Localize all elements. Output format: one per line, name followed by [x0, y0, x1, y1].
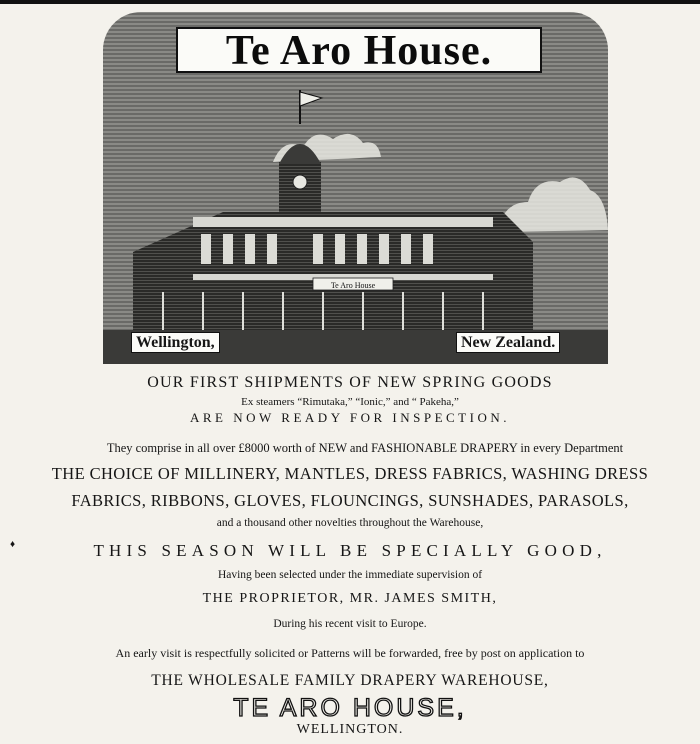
margin-bullet: ♦ [10, 539, 16, 550]
patterns-line: An early visit is respectfully solicited or Patterns will be forwarded, free by post on application to [115, 646, 585, 660]
wellington-footer: WELLINGTON. [296, 722, 404, 737]
supervision-line: Having been selected under the immediate supervision of [217, 569, 483, 581]
upper-cornice [193, 217, 493, 227]
steamers-line: Ex steamers “Rimutaka,” “Ionic,” and “ Pakeha,” [241, 396, 459, 408]
drapery-worth-line: They comprise in all over £8000 worth of NEW and FASHIONABLE DRAPERY in every Department [106, 441, 624, 455]
spring-goods-heading: OUR FIRST SHIPMENTS OF NEW SPRING GOODS [147, 374, 553, 391]
top-rule [0, 0, 700, 4]
novelties-line: and a thousand other novelties throughout the Warehouse, [216, 517, 484, 529]
warehouse-heading: THE WHOLESALE FAMILY DRAPERY WAREHOUSE, [151, 672, 549, 689]
clock-face [293, 175, 307, 189]
fabrics-list: FABRICS, RIBBONS, GLOVES, FLOUNCINGS, SUNSHADES, PARASOLS, [71, 491, 629, 510]
building-body [133, 212, 533, 332]
season-heading: THIS SEASON WILL BE SPECIALLY GOOD, [93, 541, 607, 560]
wellington-label: Wellington, [131, 332, 220, 353]
new-zealand-label: New Zealand. [456, 332, 560, 353]
choice-of-millinery: THE CHOICE OF MILLINERY, MANTLES, DRESS FABRICS, WASHING DRESS [51, 464, 649, 483]
ready-for-inspection: ARE NOW READY FOR INSPECTION. [190, 410, 510, 425]
europe-visit-line: During his recent visit to Europe. [273, 618, 427, 630]
te-aro-house-wordmark: TE ARO HOUSE, [233, 694, 467, 722]
proprietor-line: THE PROPRIETOR, MR. JAMES SMITH, [202, 591, 498, 606]
title-banner: Te Aro House. [176, 27, 542, 73]
building-sign-text: Te Aro House [330, 281, 376, 290]
